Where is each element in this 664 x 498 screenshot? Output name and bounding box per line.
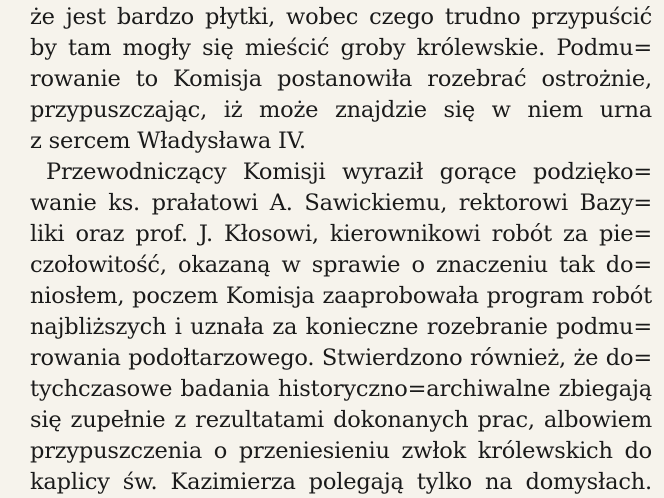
text-line: liki oraz prof. J. Kłosowi, kierownikowi robót za pie= <box>30 221 652 247</box>
text-line: kaplicy św. Kazimierza polegają tylko na domysłach. <box>30 469 652 495</box>
text-line: Przewodniczący Komisji wyraził gorące podzięko= <box>46 159 652 185</box>
text-line: że jest bardzo płytki, wobec czego trudno przypuścić <box>30 4 652 30</box>
text-line: najbliższych i uznała za konieczne rozebranie podmu= <box>30 314 652 340</box>
text-line: niosłem, poczem Komisja zaaprobowała program robót <box>30 283 652 309</box>
paragraph-1 <box>30 2 652 157</box>
text-line: przypuszczając, iż może znajdzie się w niem urna <box>30 97 652 123</box>
text-line: z sercem Władysława IV. <box>30 128 306 154</box>
text-line: by tam mogły się mieścić groby królewskie. Podmu= <box>30 35 652 61</box>
text-line: czołowitość, okazaną w sprawie o znaczeniu tak do= <box>30 252 652 278</box>
text-line: tychczasowe badania historyczno=archiwalne zbiegają <box>30 376 652 402</box>
text-line: się zupełnie z rezultatami dokonanych prac, albowiem <box>30 407 652 433</box>
paragraph-2 <box>30 157 652 498</box>
text-line: wanie ks. prałatowi A. Sawickiemu, rektorowi Bazy= <box>30 190 652 216</box>
text-line: rowania podołtarzowego. Stwierdzono również, że do= <box>30 345 652 371</box>
text-block <box>30 2 652 498</box>
text-line: przypuszczenia o przeniesieniu zwłok królewskich do <box>30 438 652 464</box>
text-line: rowanie to Komisja postanowiła rozebrać ostrożnie, <box>30 66 652 92</box>
